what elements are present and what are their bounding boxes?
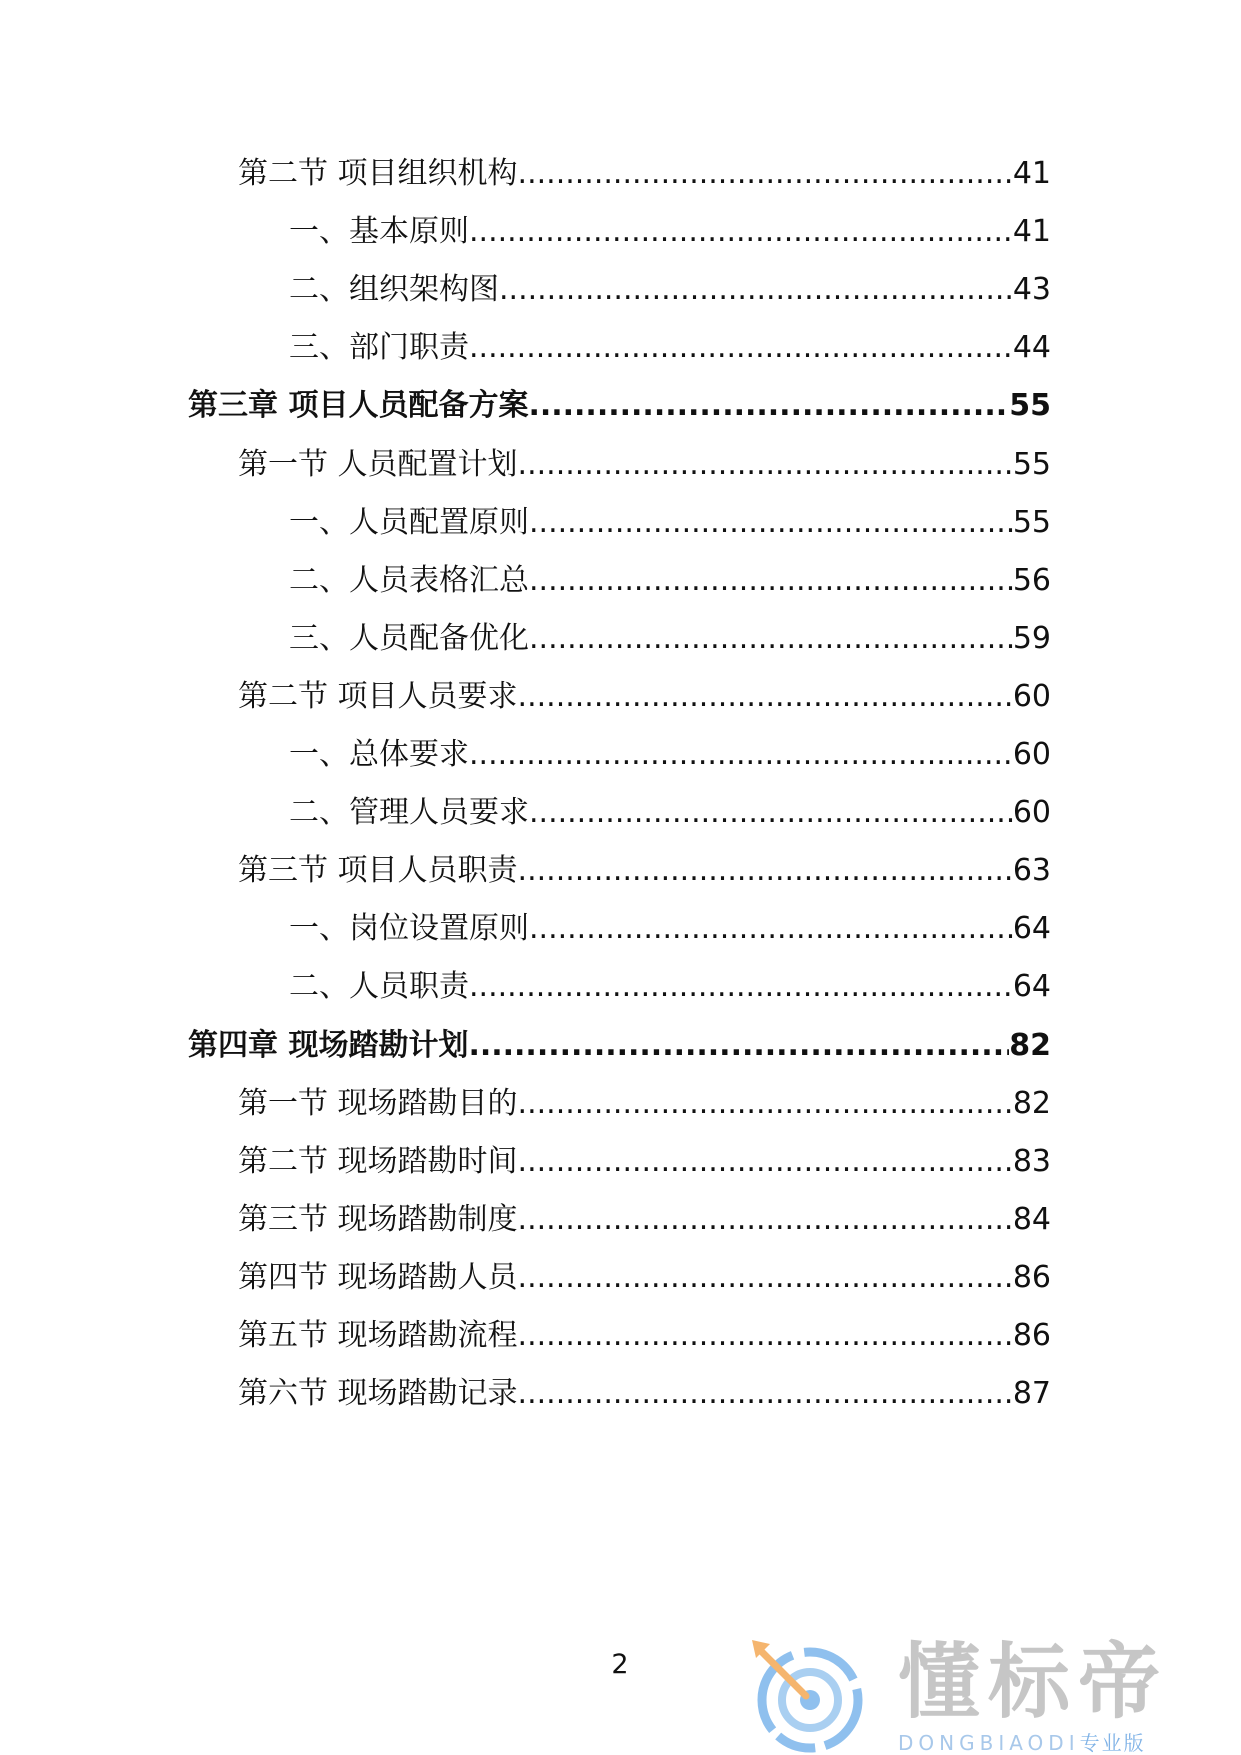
toc-entry-page: 64 [1012,969,1051,1004]
toc-entry-title: 第一节 现场踏勘目的 [238,1086,518,1121]
toc-entry-title: 第六节 现场踏勘记录 [238,1376,518,1411]
toc-entry[interactable] [289,907,1051,951]
toc-entry[interactable] [238,1140,1051,1184]
toc-entry-title: 三、部门职责 [289,330,469,365]
toc-dot-leader [518,152,1013,196]
toc-entry[interactable] [289,559,1051,603]
toc-dot-leader [529,501,1013,545]
toc-dot-leader [518,849,1013,893]
toc-dot-leader [468,1024,1009,1068]
toc-entry-title: 第四节 现场踏勘人员 [238,1260,518,1295]
toc-entry[interactable] [289,733,1051,777]
toc-entry[interactable] [238,152,1051,196]
toc-entry[interactable] [289,617,1051,661]
toc-entry[interactable] [238,1256,1051,1300]
toc-entry-page: 84 [1012,1202,1051,1237]
toc-entry[interactable] [188,1024,1051,1068]
toc-entry[interactable] [238,1314,1051,1358]
toc-entry-title: 第五节 现场踏勘流程 [238,1318,518,1353]
toc-entry-title: 三、人员配备优化 [289,621,529,656]
toc-entry[interactable] [289,268,1051,312]
toc-entry-title: 第二节 现场踏勘时间 [238,1144,518,1179]
toc-entry[interactable] [238,675,1051,719]
toc-dot-leader [469,210,1013,254]
watermark-subtitle-text: DONGBIAODI [898,1731,1080,1755]
toc-entry-page: 60 [1012,795,1051,830]
toc-dot-leader [518,1198,1013,1242]
toc-entry-page: 86 [1012,1318,1051,1353]
toc-entry[interactable] [289,965,1051,1009]
toc-entry-page: 55 [1009,388,1051,423]
toc-dot-leader [518,443,1013,487]
toc-entry-page: 55 [1012,505,1051,540]
toc-dot-leader [469,733,1013,777]
toc-entry-title: 一、人员配置原则 [289,505,529,540]
toc-entry-title: 第三节 项目人员职责 [238,853,518,888]
toc-entry-page: 64 [1012,911,1051,946]
toc-entry-title: 第三节 现场踏勘制度 [238,1202,518,1237]
toc-entry-title: 第四章 现场踏勘计划 [188,1028,469,1063]
target-arrow-icon [748,1638,868,1754]
toc-entry[interactable] [238,443,1051,487]
toc-entry-title: 二、人员表格汇总 [289,563,529,598]
toc-entry-title: 二、人员职责 [289,969,469,1004]
toc-entry-page: 86 [1012,1260,1051,1295]
toc-entry[interactable] [238,1082,1051,1126]
toc-entry[interactable] [238,1198,1051,1242]
toc-dot-leader [528,384,1009,428]
toc-entry-page: 63 [1012,853,1051,888]
toc-entry-title: 二、组织架构图 [289,272,499,307]
watermark-edition: 专业版 [1079,1731,1146,1755]
watermark-title: 懂标帝 [898,1635,1169,1730]
toc-dot-leader [518,1372,1013,1416]
toc-entry-page: 83 [1012,1144,1051,1179]
toc-entry-page: 82 [1009,1028,1051,1063]
toc-entry-title: 一、总体要求 [289,737,469,772]
toc-dot-leader [469,965,1013,1009]
toc-entry-page: 60 [1012,679,1051,714]
toc-entry[interactable] [289,791,1051,835]
toc-entry-title: 第三章 项目人员配备方案 [188,388,529,423]
toc-entry-title: 第一节 人员配置计划 [238,447,518,482]
toc-dot-leader [469,326,1013,370]
watermark-subtitle [898,1732,1146,1754]
toc-entry-page: 60 [1012,737,1051,772]
toc-dot-leader [518,675,1013,719]
toc-entry-page: 41 [1012,156,1051,191]
toc-entry-title: 一、基本原则 [289,214,469,249]
toc-entry-page: 87 [1012,1376,1051,1411]
toc-entry-title: 二、管理人员要求 [289,795,529,830]
toc-dot-leader [518,1256,1013,1300]
toc-entry-page: 55 [1012,447,1051,482]
toc-dot-leader [499,268,1013,312]
toc-entry-title: 第二节 项目人员要求 [238,679,518,714]
page-number: 2 [611,1649,629,1680]
toc-entry-page: 56 [1012,563,1051,598]
toc-entry[interactable] [238,1372,1051,1416]
toc-dot-leader [529,907,1013,951]
toc-entry-page: 41 [1012,214,1051,249]
toc-entry[interactable] [188,384,1051,428]
toc-dot-leader [518,1140,1013,1184]
watermark [748,1630,1210,1754]
toc-entry-page: 44 [1012,330,1051,365]
toc-dot-leader [518,1314,1013,1358]
toc-dot-leader [529,617,1013,661]
toc-entry[interactable] [289,326,1051,370]
toc-dot-leader [518,1082,1013,1126]
toc-entry-page: 43 [1012,272,1051,307]
toc-entry-title: 一、岗位设置原则 [289,911,529,946]
toc-entry-page: 82 [1012,1086,1051,1121]
toc-entry[interactable] [289,210,1051,254]
toc-entry-title: 第二节 项目组织机构 [238,156,518,191]
toc-dot-leader [529,559,1013,603]
toc-dot-leader [529,791,1013,835]
toc-entry[interactable] [289,501,1051,545]
toc-entry-page: 59 [1012,621,1051,656]
toc-entry[interactable] [238,849,1051,893]
